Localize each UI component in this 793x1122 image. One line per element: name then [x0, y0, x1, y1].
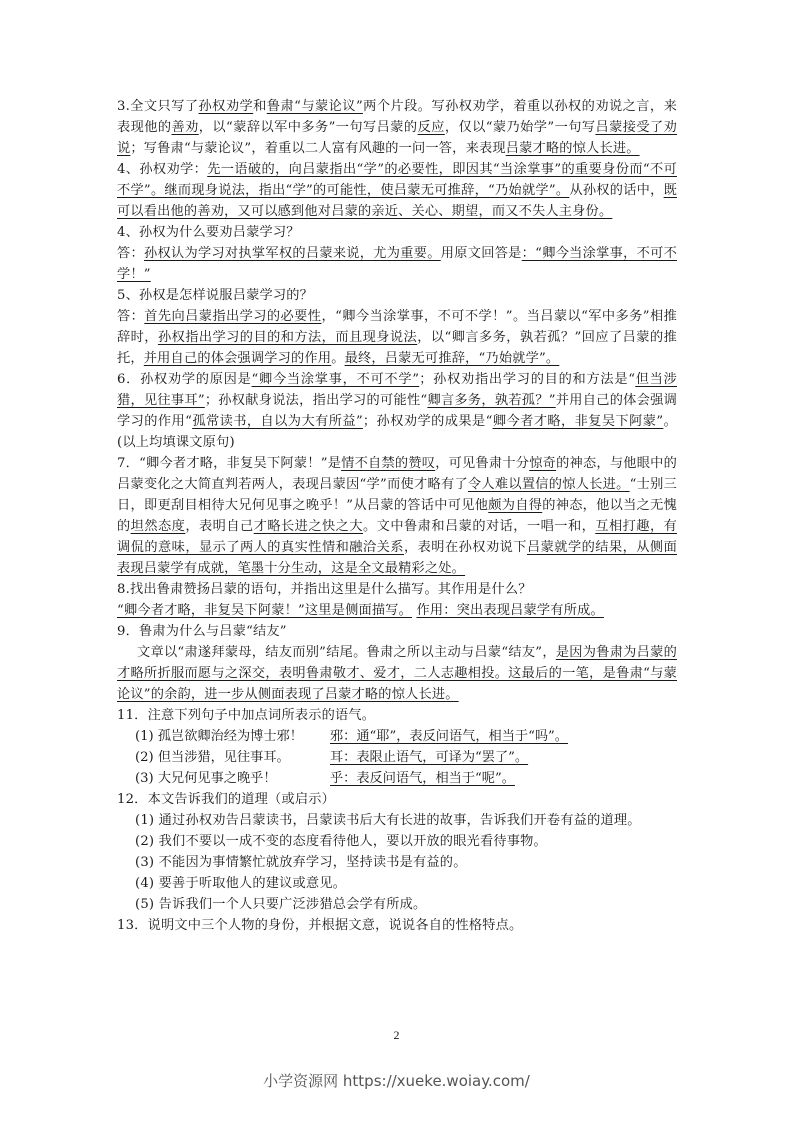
- text-span: 4、孙权为什么要劝吕蒙学习？: [117, 225, 300, 240]
- page-number: 2: [393, 1028, 400, 1042]
- q11-sentence: (2) 但当涉猎，见往事耳。: [135, 750, 290, 765]
- q11-sentence: (1) 孤岂欲卿治经为博士邪！: [135, 729, 303, 744]
- q12-item: (4) 要善于听取他人的建议或意见。: [135, 876, 347, 891]
- underlined-answer: 反应: [417, 120, 445, 135]
- text-span: ，仅以“蒙乃始学”一句写: [444, 120, 596, 135]
- underlined-answer: 孙权认为学习对执掌军权的吕蒙来说，尤为重要。: [143, 246, 441, 261]
- underlined-answer: “卿今者才略，非复吴下阿蒙！”这里是侧面描写。: [117, 603, 413, 618]
- text-span: ；写鲁肃“与蒙论议”，着重以二人富有风趣的一问一答，来表现: [130, 141, 506, 156]
- section-q6: [117, 369, 677, 453]
- text-span: 5、孙权是怎样说服吕蒙学习的？: [117, 288, 314, 303]
- q11-item: [117, 726, 677, 747]
- section-q5_ans: [117, 306, 677, 369]
- text-span: 从孙权的话中，: [569, 183, 664, 198]
- underlined-answer: 是因为鲁肃为吕蒙的才略所折服而愿与之深交，表明鲁肃敬才、爱才，二人志趣相投。这最后的一笔，是鲁肃“与蒙论议”的余韵，进一步从侧面表现了吕蒙才略的惊人长进。: [117, 645, 677, 702]
- text-span: 。: [331, 351, 345, 366]
- text-span: 的神态，他以当之无愧的: [117, 498, 678, 534]
- text-span: “士别三日，即更刮目相待大兄何见事之晚乎！”从吕蒙的答话中可见他: [117, 477, 677, 513]
- underlined-answer: 但当涉猎，见往事耳”: [117, 372, 678, 408]
- text-span: 。(以上均填课文原句): [117, 414, 678, 450]
- q11-item: [117, 768, 677, 789]
- text-span: 。文中鲁肃和吕蒙的对话，一唱一和，: [363, 519, 596, 534]
- text-span: 6．孙权劝学的原因是: [117, 372, 252, 387]
- q12-item: (2) 我们不要以一成不变的态度看待他人，要以开放的眼光看待事物。: [135, 834, 547, 849]
- text-span: 和: [253, 99, 267, 114]
- q11-answer: 邪：通“耶”，表反问语气，相当于“吗”。: [330, 729, 568, 744]
- underlined-answer: 并用自己的体会强调学习的作用: [143, 351, 332, 366]
- underlined-answer: 令人难以置信的惊人长进。: [467, 477, 630, 492]
- underlined-answer: ：“卿今当涂掌事，不可不学！”: [117, 246, 677, 282]
- text-span: 并用自己的体会强调学习的作用“: [117, 393, 677, 429]
- underlined-answer: 鲁肃“与蒙论议”: [266, 99, 363, 114]
- text-span: ；孙权献身说法，指出学习的可能性“: [204, 393, 428, 408]
- underlined-answer: 卿今者才略，非复吴下阿蒙”: [492, 414, 664, 429]
- section-q8: [117, 579, 677, 600]
- underlined-answer: 先一语破的，向吕蒙指出“学”的必要性，即因其“当涂掌事”的重要身份而“不可不学”。继而现身说法，指出“学”的可能性，使吕蒙无可推辞，“乃始就学”。: [117, 162, 677, 198]
- text-span: ，表明自己: [185, 519, 254, 534]
- underlined-answer: 吕蒙才略的惊人长进。: [505, 141, 640, 156]
- section-q9: [117, 621, 677, 642]
- q11-sentence: (3) 大兄何见事之晚乎！: [135, 771, 277, 786]
- text-span: 3.全文只写了: [117, 99, 199, 114]
- underlined-answer: 吕蒙就学的结果，从侧面表现吕蒙学有成就，笔墨十分生动，这是全文最精彩之处。: [117, 540, 677, 576]
- underlined-answer: 善劝: [171, 120, 199, 135]
- text-span: ，表明在孙权劝说下: [403, 540, 527, 555]
- q12-title: 12．本文告诉我们的道理（或启示）: [117, 792, 335, 807]
- underlined-answer: 孤常读书，自以为大有所益”: [192, 414, 363, 429]
- underlined-answer: 作用：突出表现吕蒙学有所成。: [416, 603, 604, 618]
- text-span: ；孙权劝学的成果是“: [362, 414, 493, 429]
- section-q5: [117, 285, 677, 306]
- q12-item: (3) 不能因为事情繁忙就放弃学习，坚持读书是有益的。: [135, 855, 467, 870]
- text-span: 9．鲁肃为什么与吕蒙“结友”: [117, 624, 287, 639]
- underlined-answer: 首先向吕蒙指出学习的必要性: [144, 309, 322, 324]
- q11-answer: 乎：表反问语气，相当于“呢”。: [330, 771, 515, 786]
- underlined-answer: 惊奇: [529, 456, 557, 471]
- watermark-footer: 小学资源网 https://xueke.woiay.com/: [263, 1072, 530, 1090]
- text-span: 答：: [117, 309, 145, 324]
- underlined-answer: 卿言多务，孰若孤？”: [427, 393, 556, 408]
- q11-item: [117, 747, 677, 768]
- text-span: 用原文回答是: [440, 246, 522, 261]
- underlined-answer: 吕蒙接受了劝说: [117, 120, 677, 156]
- text-span: 两个片段。写孙权劝学，着重以孙权的劝说之言，来表现他的: [117, 99, 677, 135]
- underlined-answer: 孙权指出学习的目的和方法，而且现身说法: [157, 330, 418, 345]
- q11-answer: 耳：表限止语气，可译为“罢了”。: [330, 750, 529, 765]
- qa-sections: [117, 96, 677, 726]
- section-q3: [117, 96, 677, 159]
- section-q9_ans: [117, 642, 677, 705]
- section-q8_ans: [117, 600, 677, 621]
- text-span: 文章以“肃遂拜蒙母，结友而别”结尾。鲁肃之所以主动与吕蒙“结友”，: [137, 645, 556, 660]
- section-q4b_ans: [117, 243, 677, 285]
- text-span: ，以“卿言多务，孰若孤？”回应了吕蒙的推托，: [117, 330, 677, 366]
- underlined-answer: 才略长进之快之大: [253, 519, 363, 534]
- text-span: 4、孙权劝学：: [117, 162, 208, 177]
- underlined-answer: 互相打趣，有调侃的意味，显示了两人的真实性情和融洽关系: [117, 519, 678, 555]
- section-q4a: [117, 159, 677, 222]
- section-q7: [117, 453, 677, 579]
- q12-item: (1) 通过孙权劝告吕蒙读书，吕蒙读书后大有长进的故事，告诉我们开卷有益的道理。: [135, 813, 641, 828]
- text-span: ，“卿今当涂掌事，不可不学！”。当吕蒙以“军中多务”相推辞时，: [117, 309, 677, 345]
- underlined-answer: 既可以看出他的善劝，又可以感到他对吕蒙的亲近、关心、期望，而又不失人主身份。: [117, 183, 677, 219]
- q11-list: [117, 726, 677, 789]
- underlined-answer: 最终，吕蒙无可推辞，“乃始就学”。: [344, 351, 560, 366]
- section-q11: [117, 705, 677, 726]
- section-q4b: [117, 222, 677, 243]
- text-span: ；孙权劝指出学习的目的和方法是“: [419, 372, 636, 387]
- text-span: 8.找出鲁肃赞扬吕蒙的语句，并指出这里是什么描写。其作用是什么？: [117, 582, 532, 597]
- underlined-answer: 颇为自得: [488, 498, 543, 513]
- text-span: 的神态，与他眼中的吕蒙变化之大简直判若两人，表现吕蒙因“学”而使才略有了: [117, 456, 677, 492]
- q12-item: (5) 告诉我们一个人只要广泛涉猎总会学有所成。: [135, 897, 427, 912]
- underlined-answer: 孙权劝学: [198, 99, 254, 114]
- text-span: ，可见鲁肃十分: [435, 456, 530, 471]
- text-span: 答：: [117, 246, 144, 261]
- q13-title: 13．说明文中三个人物的身份，并根据文意，说说各自的性格特点。: [117, 918, 523, 933]
- underlined-answer: 坦然态度: [130, 519, 186, 534]
- text-span: ，以“蒙辞以军中多务”一句写吕蒙的: [198, 120, 418, 135]
- text-span: 11．注意下列句子中加点词所表示的语气。: [117, 708, 376, 723]
- text-span: 7．“卿今者才略，非复吴下阿蒙！”是: [117, 456, 342, 471]
- underlined-answer: “卿今当涂掌事，不可不学”: [251, 372, 420, 387]
- underlined-answer: 情不自禁的赞叹: [341, 456, 436, 471]
- document-page: [117, 96, 677, 936]
